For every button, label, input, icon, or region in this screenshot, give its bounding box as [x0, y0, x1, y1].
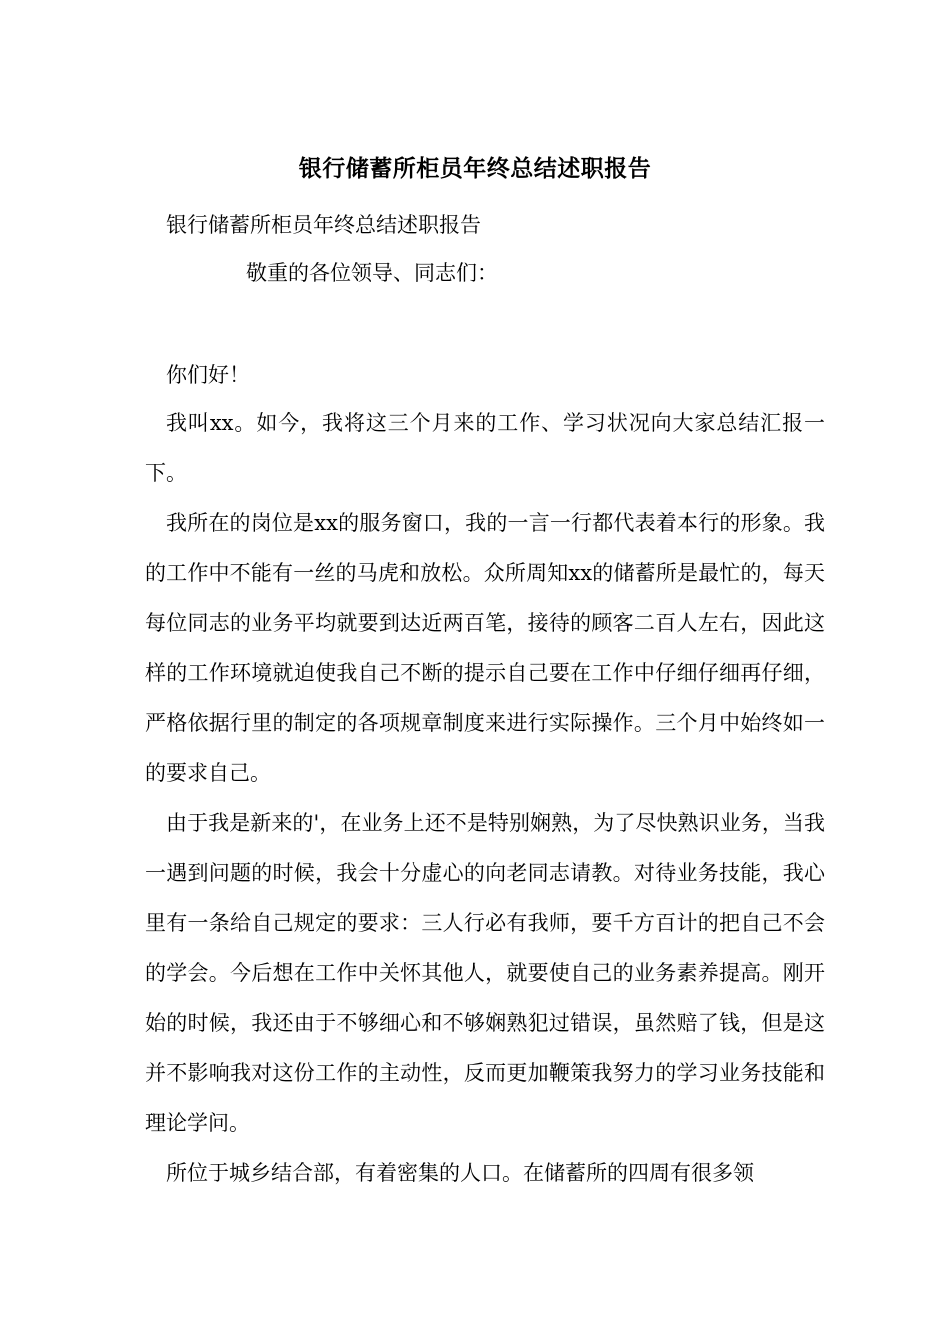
paragraph-learning: 由于我是新来的'，在业务上还不是特别娴熟，为了尽快熟识业务，当我一遇到问题的时候，我会十分虚心的向老同志请教。对待业务技能，我心里有一条给自己规定的要求：三人行必有我师，要千方百计的把自己不会的学会。今后想在工作中关怀其他人，就要使自己的业务素养提高。刚开始的时候，我还由于不够细心和不够娴熟犯过错误，虽然赔了钱，但是这并不影响我对这份工作的主动性，反而更加鞭策我努力的学习业务技能和理论学问。 [145, 811, 825, 1135]
greeting-line: 敬重的各位领导、同志们： [246, 261, 498, 285]
paragraph-location: 所位于城乡结合部，有着密集的人口。在储蓄所的四周有很多领 [166, 1161, 754, 1185]
document-title: 银行储蓄所柜员年终总结述职报告 [298, 155, 652, 182]
paragraph-position: 我所在的岗位是xx的服务窗口，我的一言一行都代表着本行的形象。我的工作中不能有一丝的马虎和放松。众所周知xx的储蓄所是最忙的，每天每位同志的业务平均就要到达近两百笔，接待的顾客二百人左右，因此这样的工作环境就迫使我自己不断的提示自己要在工作中仔细仔细再仔细，严格依据行里的制定的各项规章制度来进行实际操作。三个月中始终如一的要求自己。 [145, 511, 825, 785]
document-subtitle: 银行储蓄所柜员年终总结述职报告 [166, 213, 481, 237]
document-body [145, 398, 825, 1198]
hello-line: 你们好！ [166, 363, 250, 387]
paragraph-intro: 我叫xx。如今，我将这三个月来的工作、学习状况向大家总结汇报一下。 [145, 411, 825, 485]
